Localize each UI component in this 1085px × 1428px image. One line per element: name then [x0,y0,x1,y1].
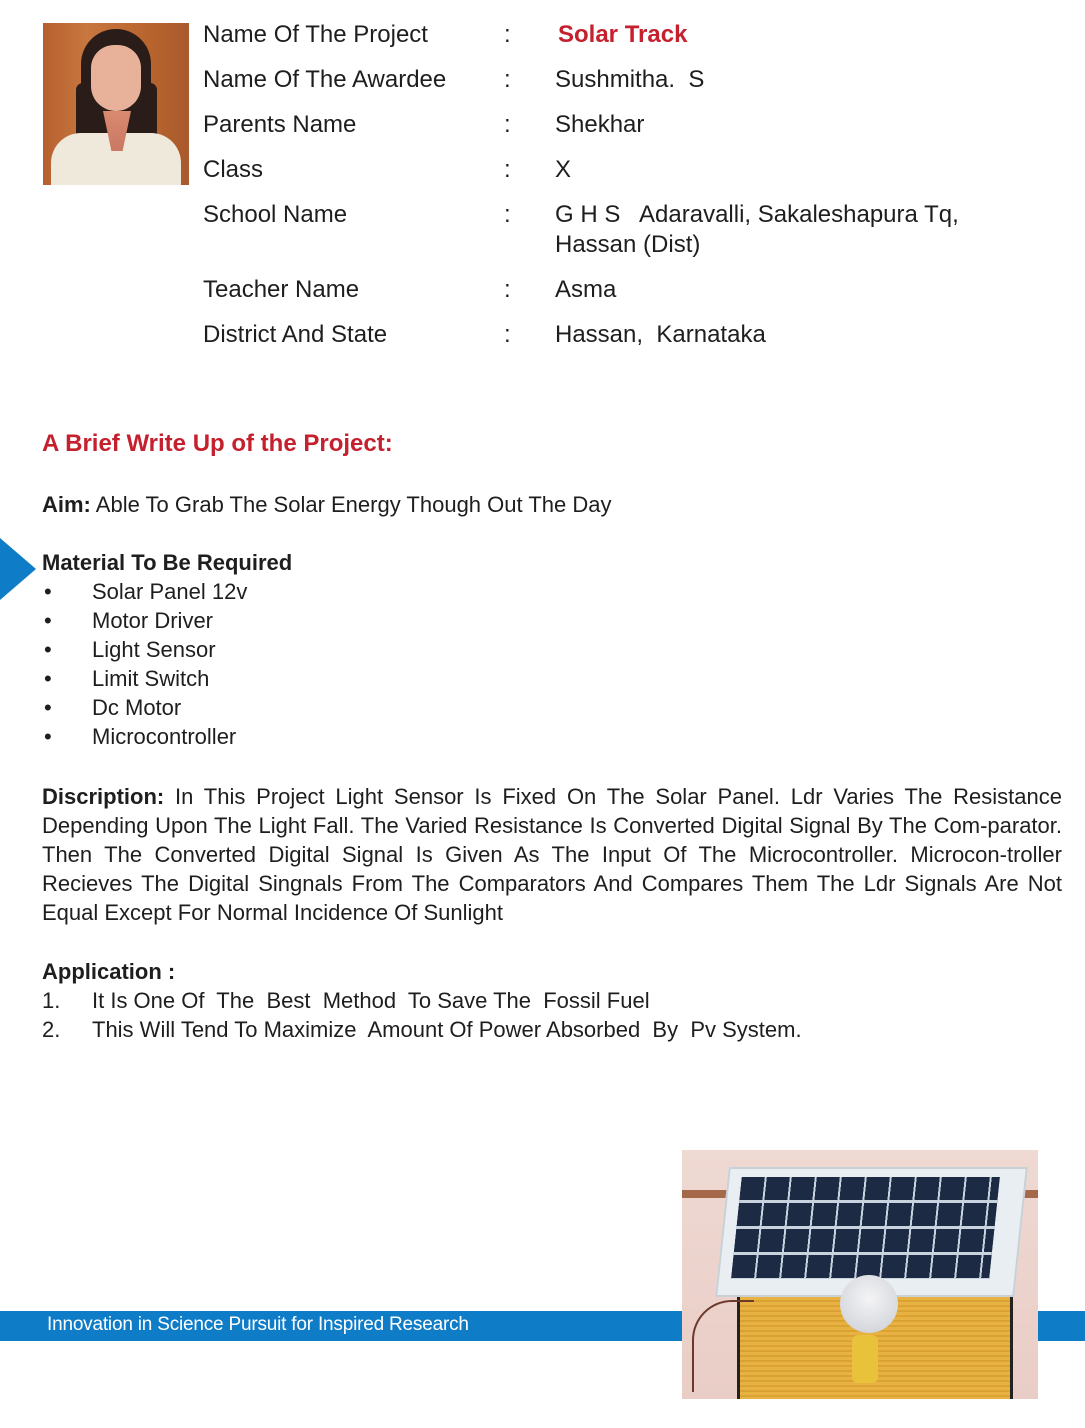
awardee-photo [43,23,189,185]
bullet-icon: • [44,579,52,604]
description-label: Discription: [42,784,165,809]
info-label: Teacher Name [203,276,360,303]
aim-text: Able To Grab The Solar Energy Though Out The Day [95,492,612,517]
bullet-icon: • [44,608,52,633]
material-text: Motor Driver [92,608,214,633]
bullet-icon: • [44,637,52,662]
material-text: Dc Motor [92,695,182,720]
material-text: Microcontroller [92,724,237,749]
info-separator: : [504,156,511,183]
info-separator: : [504,66,511,93]
school-name-line2: Hassan (Dist) [555,231,701,258]
info-separator: : [504,21,511,48]
info-label: School Name [203,201,348,228]
info-label: Class [203,156,264,183]
bullet-icon: • [44,666,52,691]
section-marker-triangle [0,538,36,600]
info-separator: : [504,276,511,303]
application-text: It Is One Of The Best Method To Save The Fossil Fuel [92,988,650,1013]
parents-name: Shekhar [555,111,645,138]
awardee-name: Sushmitha. S [555,66,705,93]
material-text: Limit Switch [92,666,210,691]
aim-label: Aim: [42,492,91,517]
teacher-name: Asma [555,276,617,303]
info-label: Parents Name [203,111,357,138]
class-value: X [555,156,572,183]
info-label: Name Of The Project [203,21,428,48]
description [42,782,1062,927]
footer-tagline: Innovation in Science Pursuit for Inspired Research [47,1314,469,1335]
application-text: This Will Tend To Maximize Amount Of Power Absorbed By Pv System. [92,1017,802,1042]
info-separator: : [504,201,511,228]
materials-title: Material To Be Required [42,550,293,575]
project-photo [682,1150,1038,1399]
info-label: Name Of The Awardee [203,66,447,93]
info-label: District And State [203,321,388,348]
info-separator: : [504,111,511,138]
aim [42,490,611,519]
project-name: Solar Track [558,21,688,48]
material-text: Solar Panel 12v [92,579,248,604]
writeup-title: A Brief Write Up of the Project: [42,430,393,457]
application-number: 2. [42,1017,61,1042]
school-name: G H S Adaravalli, Sakaleshapura Tq, [555,201,959,228]
info-separator: : [504,321,511,348]
bullet-icon: • [44,724,52,749]
district-state: Hassan, Karnataka [555,321,766,348]
bullet-icon: • [44,695,52,720]
application-number: 1. [42,988,61,1013]
application-title: Application : [42,959,176,984]
description-text: In This Project Light Sensor Is Fixed On The Solar Panel. Ldr Varies The Resistance Depending Upon The Light Fall. The Varied Resistance Is Converted Digital Signal By The Com-parator. Then The Converted Digital Signal Is Given As The Input Of The Microcontroller. Microcon-troller Recieves The Digital Singnals From The Comparators And Compares Them The Ldr Signals Are Not Equal Except For Normal Incidence Of Sunlight [42,784,1062,925]
material-text: Light Sensor [92,637,216,662]
